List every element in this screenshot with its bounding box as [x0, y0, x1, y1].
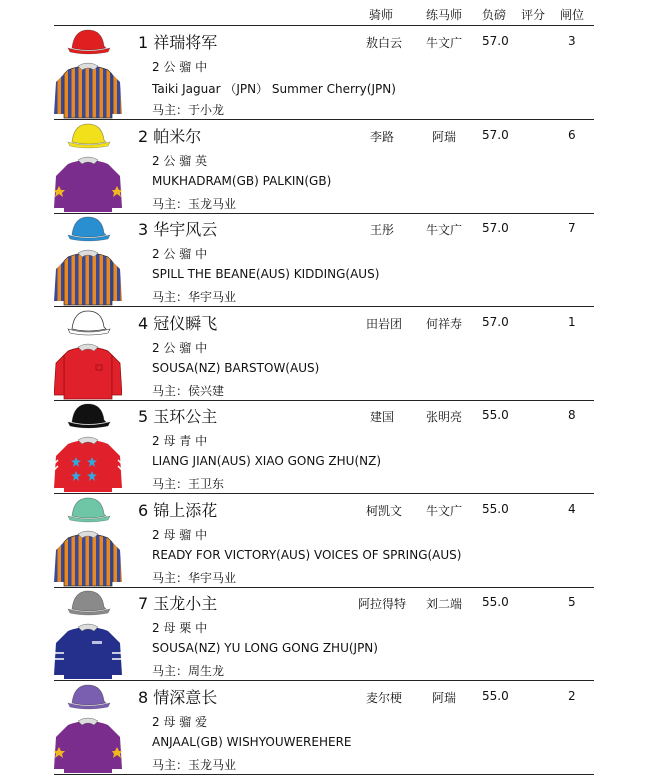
carried-weight: 57.0: [482, 127, 509, 142]
horse-row: [54, 307, 594, 401]
header-rating: 评分: [521, 8, 546, 22]
trainer-name: 牛文广: [426, 503, 463, 518]
horse-name: 1 祥瑞将军: [138, 33, 218, 52]
horse-owner: 马主：玉龙马业: [152, 757, 237, 772]
horse-info: 2 母 骝 爱: [152, 714, 208, 729]
barrier-draw: 2: [568, 688, 576, 703]
trainer-name: 牛文广: [426, 223, 463, 237]
horse-owner: 马主：王卫东: [152, 477, 225, 491]
horse-pedigree: SOUSA(NZ) BARSTOW(AUS): [152, 360, 320, 375]
horse-name: 6 锦上添花: [138, 500, 218, 520]
horse-owner: 马主：华宇马业: [152, 570, 237, 585]
horse-owner: 马主：周生龙: [152, 664, 225, 678]
horse-name: 3 华宇风云: [138, 220, 218, 239]
horse-row: [54, 120, 594, 214]
horse-info: 2 公 骝 英: [152, 153, 208, 168]
horse-row: [54, 587, 594, 681]
horse-name: 7 玉龙小主: [138, 594, 218, 613]
horse-name: 2 帕米尔: [138, 126, 202, 146]
jockey-silks-icon: [54, 587, 122, 680]
horse-pedigree: ANJAAL(GB) WISHYOUWEREHERE: [152, 734, 352, 749]
jockey-name: 建国: [370, 410, 395, 424]
horse-name: 8 情深意长: [138, 687, 218, 707]
header-draw: 闸位: [560, 8, 585, 22]
header-trainer: 练马师: [426, 8, 463, 22]
horse-pedigree: LIANG JIAN(AUS) XIAO GONG ZHU(NZ): [152, 454, 382, 468]
horse-pedigree: SOUSA(NZ) YU LONG GONG ZHU(JPN): [152, 641, 378, 655]
horse-pedigree: SPILL THE BEANE(AUS) KIDDING(AUS): [152, 267, 380, 281]
carried-weight: 55.0: [482, 501, 509, 516]
carried-weight: 55.0: [482, 408, 509, 422]
horse-info: 2 公 骝 中: [152, 340, 208, 355]
horse-name: 4 冠仪瞬飞: [138, 313, 218, 333]
jockey-silks-icon: [54, 307, 122, 400]
barrier-draw: 5: [568, 595, 576, 609]
header-jockey: 骑师: [369, 8, 394, 22]
jockey-silks-icon: [54, 26, 122, 119]
header-weight: 负磅: [482, 8, 507, 22]
barrier-draw: 7: [568, 221, 576, 235]
horse-info: 2 公 骝 中: [152, 247, 208, 261]
horse-pedigree: MUKHADRAM(GB) PALKIN(GB): [152, 173, 332, 188]
carried-weight: 57.0: [482, 314, 509, 329]
jockey-silks-icon: [54, 213, 122, 306]
jockey-silks-icon: [54, 681, 122, 774]
trainer-name: 阿瑞: [432, 129, 457, 144]
trainer-name: 何祥寿: [426, 316, 463, 331]
jockey-name: 麦尔梗: [366, 690, 403, 705]
horse-info: 2 母 骝 中: [152, 527, 208, 542]
barrier-draw: 8: [568, 408, 576, 422]
horse-row: [54, 213, 594, 307]
jockey-name: 李路: [370, 129, 395, 144]
jockey-name: 田岩团: [366, 316, 403, 331]
barrier-draw: 4: [568, 501, 576, 516]
barrier-draw: 3: [568, 34, 576, 48]
jockey-name: 柯凯文: [366, 503, 403, 518]
horse-info: 2 母 栗 中: [152, 621, 208, 635]
horse-info: 2 公 骝 中: [152, 60, 208, 74]
carried-weight: 57.0: [482, 221, 509, 235]
carried-weight: 55.0: [482, 688, 509, 703]
horse-row: [54, 681, 594, 775]
carried-weight: 57.0: [482, 34, 509, 48]
jockey-name: 敖白云: [366, 36, 403, 50]
horse-row: [54, 400, 594, 494]
table-header: [0, 0, 652, 26]
horse-row: [54, 26, 594, 120]
horse-name: 5 玉环公主: [138, 407, 218, 426]
trainer-name: 牛文广: [426, 36, 463, 50]
trainer-name: 刘二端: [426, 597, 463, 611]
horse-pedigree: Taiki Jaguar （JPN） Summer Cherry(JPN): [152, 82, 396, 96]
trainer-name: 张明亮: [426, 410, 463, 424]
horse-info: 2 母 青 中: [152, 434, 208, 448]
jockey-name: 阿拉得特: [358, 597, 407, 611]
barrier-draw: 1: [568, 314, 576, 329]
horse-row: [54, 494, 594, 588]
horse-owner: 马主：玉龙马业: [152, 196, 237, 211]
jockey-silks-icon: [54, 400, 122, 493]
carried-weight: 55.0: [482, 595, 509, 609]
horse-pedigree: READY FOR VICTORY(AUS) VOICES OF SPRING(AUS): [152, 547, 462, 562]
jockey-silks-icon: [54, 120, 122, 213]
horse-owner: 马主：华宇马业: [152, 290, 237, 304]
trainer-name: 阿瑞: [432, 690, 457, 705]
jockey-name: 王彤: [370, 223, 395, 237]
horse-owner: 马主：侯兴建: [152, 383, 225, 398]
barrier-draw: 6: [568, 127, 576, 142]
horse-owner: 马主：于小龙: [152, 103, 225, 117]
jockey-silks-icon: [54, 494, 122, 587]
